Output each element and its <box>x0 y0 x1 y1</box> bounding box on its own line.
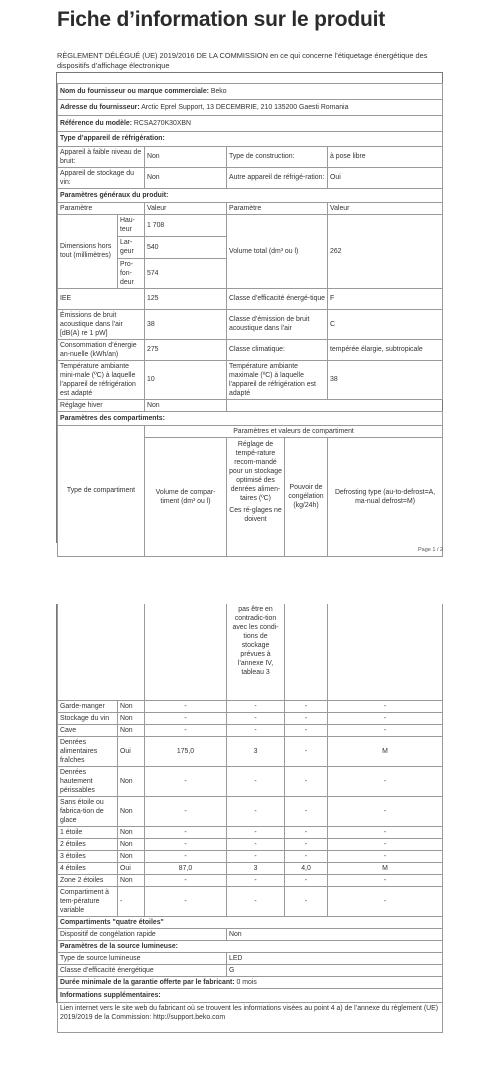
supplier-address-row: Adresse du fournisseur: Arctic Eprel Support, 13 DECEMBRIE, 210 135200 Gaesti Romania <box>58 99 443 115</box>
compartment-present: Non <box>118 712 145 724</box>
consumption-value: 275 <box>145 339 227 360</box>
value-header-2: Valeur <box>328 202 443 214</box>
compartment-volume: 87,0 <box>145 862 227 874</box>
compartment-name: Denrées hautement périssables <box>58 766 118 796</box>
compartment-volume: - <box>145 850 227 862</box>
compartment-defrost: - <box>328 700 443 712</box>
compartment-present: Non <box>118 766 145 796</box>
volume-col-header: Volume de compar-timent (dm³ ou l) <box>145 437 227 556</box>
compartment-defrost: - <box>328 796 443 826</box>
compartment-temp: - <box>227 826 285 838</box>
compartment-freeze: - <box>285 712 328 724</box>
wine-storage-label: Appareil de stockage du vin: <box>58 167 145 188</box>
compartment-temp: - <box>227 838 285 850</box>
compartment-freeze: - <box>285 736 328 766</box>
compartment-present: Non <box>118 724 145 736</box>
max-temp-label: Température ambiante maximale (ºC) à laquelle l’appareil de réfrigération est adapté <box>227 360 328 399</box>
volume-value: 262 <box>328 214 443 288</box>
compartment-volume: - <box>145 724 227 736</box>
page-title: Fiche d’information sur le produit <box>57 8 386 31</box>
compartment-freeze: - <box>285 838 328 850</box>
winter-setting-value: Non <box>145 399 227 411</box>
min-temp-label: Température ambiante mini-male (ºC) à laquelle l’appareil de réfrigération est adapté <box>58 360 145 399</box>
compartment-volume: - <box>145 796 227 826</box>
energy-class-label: Classe d’efficacité énergé-tique <box>227 288 328 309</box>
fast-freeze-label: Dispositif de congélation rapide <box>58 928 227 940</box>
compartment-defrost: - <box>328 766 443 796</box>
wine-storage-value: Non <box>145 167 227 188</box>
compartment-volume: 175,0 <box>145 736 227 766</box>
regulation-text: RÈGLEMENT DÉLÉGUÉ (UE) 2019/2016 DE LA COMMISSION en ce qui concerne l’étiquetage énergétique des dispositifs d’affichage électronique <box>57 51 428 70</box>
compartment-params-header: Paramètres et valeurs de compartiment <box>145 425 443 437</box>
compartment-defrost: M <box>328 862 443 874</box>
compartment-defrost: - <box>328 886 443 916</box>
compartment-name: Sans étoile ou fabrica-tion de glace <box>58 796 118 826</box>
compartment-present: Non <box>118 826 145 838</box>
construction-label: Type de construction: <box>227 146 328 167</box>
temp-setting-col-header-cont: pas être en contradic-tion avec les condi-tions de stockage prévues à l’annexe IV, tableau 3 <box>227 604 285 700</box>
light-source-heading: Paramètres de la source lumineuse: <box>58 940 443 952</box>
compartment-name: Compartiment à tem-pérature variable <box>58 886 118 916</box>
compartment-freeze: 4,0 <box>285 862 328 874</box>
compartment-present: Oui <box>118 736 145 766</box>
table-row <box>58 862 443 874</box>
compartment-present: Oui <box>118 862 145 874</box>
compartment-volume: - <box>145 766 227 796</box>
compartment-temp: - <box>227 850 285 862</box>
page-number: Page 1 / 2 <box>418 547 444 553</box>
light-type-value: LED <box>227 952 443 964</box>
compartment-name: Denrées alimentaires fraîches <box>58 736 118 766</box>
table-row <box>58 826 443 838</box>
table-row <box>58 796 443 826</box>
table-row <box>58 766 443 796</box>
compartment-defrost: - <box>328 874 443 886</box>
compartment-type-header: Type de compartiment <box>58 425 145 556</box>
height-label: Hau-teur <box>118 214 145 236</box>
table-row <box>58 838 443 850</box>
low-noise-label: Appareil à faible niveau de bruit: <box>58 146 145 167</box>
product-info-table-page1 <box>56 72 443 543</box>
compartment-freeze: - <box>285 724 328 736</box>
compartment-freeze: - <box>285 796 328 826</box>
compartment-temp: - <box>227 796 285 826</box>
noise-class-label: Classe d’émission de bruit acoustique dans l’air <box>227 309 328 339</box>
compartment-defrost: - <box>328 838 443 850</box>
table-row <box>58 874 443 886</box>
temp-setting-col-header: Réglage de tempé-rature recom-mandé pour un stockage optimisé des denrées alimen-taires (ºC) Ces ré-glages ne doivent <box>227 437 285 556</box>
supplier-name-row: Nom du fournisseur ou marque commerciale: Beko <box>58 83 443 99</box>
light-class-label: Classe d’efficacité énergétique <box>58 964 227 976</box>
energy-class-value: F <box>328 288 443 309</box>
table-row <box>58 736 443 766</box>
table-row <box>58 712 443 724</box>
compartment-freeze: - <box>285 850 328 862</box>
general-params-heading: Paramètres généraux du produit: <box>58 188 443 202</box>
compartment-temp: - <box>227 724 285 736</box>
compartment-present: Non <box>118 838 145 850</box>
construction-value: à pose libre <box>328 146 443 167</box>
light-class-value: G <box>227 964 443 976</box>
compartment-defrost: M <box>328 736 443 766</box>
compartment-present: - <box>118 886 145 916</box>
compartment-volume: - <box>145 838 227 850</box>
consumption-label: Consommation d’énergie an-nuelle (kWh/an) <box>58 339 145 360</box>
noise-class-value: C <box>328 309 443 339</box>
four-star-heading: Compartiments "quatre étoiles" <box>58 916 443 928</box>
compartment-defrost: - <box>328 826 443 838</box>
compartment-freeze: - <box>285 874 328 886</box>
compartment-temp: - <box>227 712 285 724</box>
winter-setting-label: Réglage hiver <box>58 399 145 411</box>
compartment-defrost: - <box>328 712 443 724</box>
compartment-temp: - <box>227 766 285 796</box>
param-header-2: Paramètre <box>227 202 328 214</box>
warranty-row: Durée minimale de la garantie offerte par le fabricant: 0 mois <box>58 976 443 988</box>
compartment-volume: - <box>145 712 227 724</box>
other-appliance-value: Oui <box>328 167 443 188</box>
compartment-temp: 3 <box>227 862 285 874</box>
max-temp-value: 38 <box>328 360 443 399</box>
freezing-col-header: Pouvoir de congélation (kg/24h) <box>285 437 328 556</box>
compartment-defrost: - <box>328 850 443 862</box>
compartment-volume: - <box>145 886 227 916</box>
compartment-present: Non <box>118 700 145 712</box>
volume-label: Volume total (dm³ ou l) <box>227 214 328 288</box>
value-header: Valeur <box>145 202 227 214</box>
compartment-name: Garde-manger <box>58 700 118 712</box>
noise-label: Émissions de bruit acoustique dans l’air [dB(A) re 1 pW] <box>58 309 145 339</box>
defrost-col-header: Defrosting type (au-to-defrost=A, ma-nual defrost=M) <box>328 437 443 556</box>
depth-label: Pro-fon-deur <box>118 258 145 288</box>
compartment-name: 4 étoiles <box>58 862 118 874</box>
param-header: Paramètre <box>58 202 145 214</box>
low-noise-value: Non <box>145 146 227 167</box>
compartment-name: 2 étoiles <box>58 838 118 850</box>
compartment-temp: - <box>227 700 285 712</box>
other-appliance-label: Autre appareil de réfrigé-ration: <box>227 167 328 188</box>
climate-label: Classe climatique: <box>227 339 328 360</box>
width-label: Lar-geur <box>118 236 145 258</box>
compartment-volume: - <box>145 826 227 838</box>
additional-info-text: Lien internet vers le site web du fabricant où se trouvent les informations visées au point 4 a) de l’annexe du règlement (UE) 2019/2019 de la Commission: http://support.beko.com <box>58 1002 443 1032</box>
compartment-freeze: - <box>285 886 328 916</box>
compartment-name: Cave <box>58 724 118 736</box>
compartment-volume: - <box>145 700 227 712</box>
table-row <box>58 850 443 862</box>
compartment-present: Non <box>118 850 145 862</box>
product-info-table-page2 <box>56 604 443 1021</box>
compartment-temp: - <box>227 886 285 916</box>
height-value: 1 708 <box>145 214 227 236</box>
depth-value: 574 <box>145 258 227 288</box>
compartment-present: Non <box>118 796 145 826</box>
compartment-name: Stockage du vin <box>58 712 118 724</box>
additional-info-heading: Informations supplémentaires: <box>58 988 443 1002</box>
compartment-freeze: - <box>285 766 328 796</box>
dimensions-label: Dimensions hors tout (millimètres) <box>58 214 118 288</box>
compartment-present: Non <box>118 874 145 886</box>
compartment-defrost: - <box>328 724 443 736</box>
compartment-temp: - <box>227 874 285 886</box>
compartment-name: 3 étoiles <box>58 850 118 862</box>
noise-value: 38 <box>145 309 227 339</box>
width-value: 540 <box>145 236 227 258</box>
table-row <box>58 724 443 736</box>
light-type-label: Type de source lumineuse <box>58 952 227 964</box>
table-row <box>58 886 443 916</box>
fast-freeze-value: Non <box>227 928 443 940</box>
compartment-freeze: - <box>285 826 328 838</box>
appliance-type-heading: Type d’appareil de réfrigération: <box>58 131 443 146</box>
compartment-name: 1 étoile <box>58 826 118 838</box>
compartments-heading: Paramètres des compartiments: <box>58 411 443 425</box>
min-temp-value: 10 <box>145 360 227 399</box>
iee-value: 125 <box>145 288 227 309</box>
compartment-freeze: - <box>285 700 328 712</box>
climate-value: tempérée élargie, subtropicale <box>328 339 443 360</box>
iee-label: IEE <box>58 288 145 309</box>
model-reference-row: Référence du modèle: RCSA270K30XBN <box>58 115 443 131</box>
compartment-temp: 3 <box>227 736 285 766</box>
table-row <box>58 700 443 712</box>
compartment-volume: - <box>145 874 227 886</box>
compartment-name: Zone 2 étoiles <box>58 874 118 886</box>
